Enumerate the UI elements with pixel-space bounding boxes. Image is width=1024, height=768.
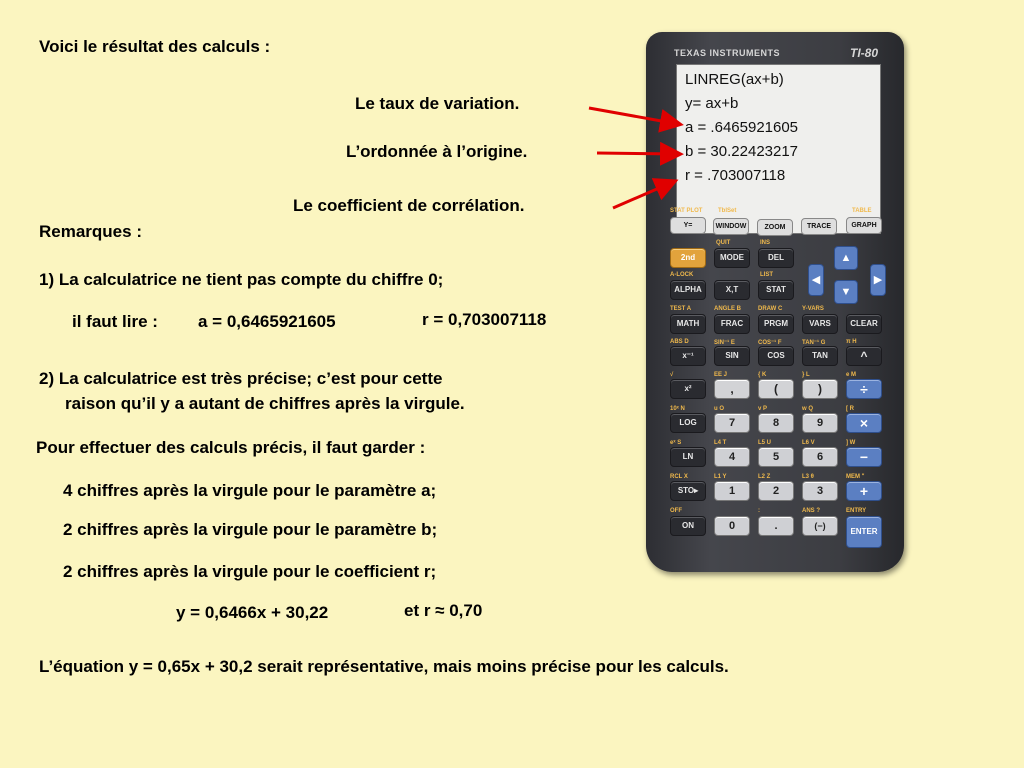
arrow-down-key[interactable]: ▼ — [834, 280, 858, 304]
label-l3: L3 θ — [802, 474, 814, 480]
key-del[interactable]: DEL — [758, 248, 794, 268]
read-prefix: il faut lire : — [72, 312, 158, 331]
key-y-equals[interactable]: Y= — [670, 217, 706, 234]
remark-2-line-1: 2) La calculatrice est très précise; c’est pour cette — [39, 369, 443, 388]
calculator-brand: TEXAS INSTRUMENTS — [674, 48, 781, 58]
label-list: LIST — [760, 272, 773, 278]
key-lparen[interactable]: ( — [758, 379, 794, 399]
label-u: u O — [714, 406, 724, 412]
key-8[interactable]: 8 — [758, 413, 794, 433]
label-table: TABLE — [852, 208, 872, 214]
arrow-right-key[interactable]: ▶ — [870, 264, 886, 296]
key-6[interactable]: 6 — [802, 447, 838, 467]
key-square[interactable]: x² — [670, 379, 706, 399]
key-2nd[interactable]: 2nd — [670, 248, 706, 268]
key-vars[interactable]: VARS — [802, 314, 838, 334]
key-zoom[interactable]: ZOOM — [757, 219, 793, 236]
read-r-value: r = 0,703007118 — [422, 310, 547, 329]
label-ex: eˣ S — [670, 440, 682, 446]
key-0[interactable]: 0 — [714, 516, 750, 536]
label-off: OFF — [670, 508, 682, 514]
key-3[interactable]: 3 — [802, 481, 838, 501]
label-cos-inv: COS⁻¹ F — [758, 340, 782, 346]
key-trace[interactable]: TRACE — [801, 218, 837, 235]
label-sin-inv: SIN⁻¹ E — [714, 340, 735, 346]
label-test: TEST A — [670, 306, 692, 312]
key-clear[interactable]: CLEAR — [846, 314, 882, 334]
key-inverse[interactable]: x⁻¹ — [670, 346, 706, 366]
key-on[interactable]: ON — [670, 516, 706, 536]
label-draw: DRAW C — [758, 306, 783, 312]
annotation-slope: Le taux de variation. — [355, 94, 520, 113]
key-multiply[interactable]: × — [846, 413, 882, 433]
label-tan-inv: TAN⁻¹ G — [802, 340, 826, 346]
remark-2-line-2: raison qu’il y a autant de chiffres après la virgule. — [65, 394, 465, 413]
key-add[interactable]: + — [846, 481, 882, 501]
label-l5: L5 U — [758, 440, 772, 446]
label-lbracket: [ R — [846, 406, 854, 412]
key-1[interactable]: 1 — [714, 481, 750, 501]
key-stat[interactable]: STAT — [758, 280, 794, 300]
arrow-left-key[interactable]: ◀ — [808, 264, 824, 296]
screen-line-1: LINREG(ax+b) — [685, 71, 784, 88]
label-entry: ENTRY — [846, 508, 867, 514]
label-v: v P — [758, 406, 768, 412]
key-subtract[interactable]: − — [846, 447, 882, 467]
remarks-title: Remarques : — [39, 222, 142, 241]
keep-b: 2 chiffres après la virgule pour le paramètre b; — [63, 520, 438, 539]
label-pi: π H — [846, 339, 857, 345]
label-colon: : — [758, 508, 760, 514]
final-r: et r ≈ 0,70 — [404, 601, 483, 620]
key-comma[interactable]: , — [714, 379, 750, 399]
screen-line-5: r = .703007118 — [685, 167, 786, 184]
key-cos[interactable]: COS — [758, 346, 794, 366]
label-quit: QUIT — [716, 240, 731, 246]
label-l6: L6 V — [802, 440, 815, 446]
arrow-slope — [589, 108, 678, 124]
key-frac[interactable]: FRAC — [714, 314, 750, 334]
label-ee: EE J — [714, 372, 728, 378]
key-tan[interactable]: TAN — [802, 346, 838, 366]
annotation-correlation: Le coefficient de corrélation. — [293, 196, 525, 215]
arrow-correlation — [613, 182, 673, 208]
conclusion: L’équation y = 0,65x + 30,2 serait représentative, mais moins précise pour les calculs. — [39, 657, 729, 676]
key-rparen[interactable]: ) — [802, 379, 838, 399]
label-mem: MEM " — [846, 474, 865, 480]
label-ans: ANS ? — [802, 508, 820, 514]
key-power[interactable]: ^ — [846, 346, 882, 366]
key-mode[interactable]: MODE — [714, 248, 750, 268]
key-window[interactable]: WINDOW — [713, 218, 749, 235]
label-a-lock: A-LOCK — [670, 272, 694, 278]
key-x-t[interactable]: X,T — [714, 280, 750, 300]
key-9[interactable]: 9 — [802, 413, 838, 433]
page-heading: Voici le résultat des calculs : — [39, 37, 271, 56]
screen-line-2: y= ax+b — [685, 95, 739, 112]
screen-line-4: b = 30.22423217 — [685, 143, 799, 160]
label-ins: INS — [760, 240, 771, 246]
final-equation: y = 0,6466x + 30,22 — [176, 603, 329, 622]
arrow-up-key[interactable]: ▲ — [834, 246, 858, 270]
key-ln[interactable]: LN — [670, 447, 706, 467]
key-negate[interactable]: (−) — [802, 516, 838, 536]
label-tblset: TblSet — [718, 208, 737, 214]
label-abs: ABS D — [670, 339, 689, 345]
remark-1: 1) La calculatrice ne tient pas compte du chiffre 0; — [39, 270, 444, 289]
label-10x: 10ˣ N — [670, 406, 685, 412]
key-decimal[interactable]: . — [758, 516, 794, 536]
key-2[interactable]: 2 — [758, 481, 794, 501]
label-e: e M — [846, 372, 857, 378]
key-sto[interactable]: STO▸ — [670, 481, 706, 501]
calculator-model: TI-80 — [849, 46, 878, 60]
key-7[interactable]: 7 — [714, 413, 750, 433]
keep-r: 2 chiffres après la virgule pour le coefficient r; — [63, 562, 437, 581]
label-l1: L1 Y — [714, 474, 727, 480]
label-sqrt: √ — [670, 372, 674, 378]
label-rbracket: ] W — [846, 440, 856, 446]
keep-title: Pour effectuer des calculs précis, il faut garder : — [36, 438, 426, 457]
key-divide[interactable]: ÷ — [846, 379, 882, 399]
label-l4: L4 T — [714, 440, 727, 446]
key-graph[interactable]: GRAPH — [846, 217, 882, 234]
screen-line-3: a = .6465921605 — [685, 119, 799, 136]
label-angle: ANGLE B — [714, 306, 741, 312]
key-5[interactable]: 5 — [758, 447, 794, 467]
key-math[interactable]: MATH — [670, 314, 706, 334]
arrow-intercept — [597, 153, 678, 154]
label-y-vars: Y-VARS — [802, 306, 824, 312]
key-4[interactable]: 4 — [714, 447, 750, 467]
key-sin[interactable]: SIN — [714, 346, 750, 366]
annotation-intercept: L’ordonnée à l’origine. — [346, 142, 528, 161]
label-stat-plot: STAT PLOT — [670, 208, 703, 214]
keep-a: 4 chiffres après la virgule pour le paramètre a; — [63, 481, 437, 500]
key-enter[interactable]: ENTER — [846, 516, 882, 548]
label-rcl: RCL X — [670, 474, 688, 480]
label-w: w Q — [802, 406, 814, 412]
key-prgm[interactable]: PRGM — [758, 314, 794, 334]
label-lbrace: { K — [758, 372, 767, 378]
key-log[interactable]: LOG — [670, 413, 706, 433]
key-alpha[interactable]: ALPHA — [670, 280, 706, 300]
label-rbrace: } L — [802, 372, 810, 378]
label-l2: L2 Z — [758, 474, 771, 480]
read-a-value: a = 0,6465921605 — [198, 312, 336, 331]
